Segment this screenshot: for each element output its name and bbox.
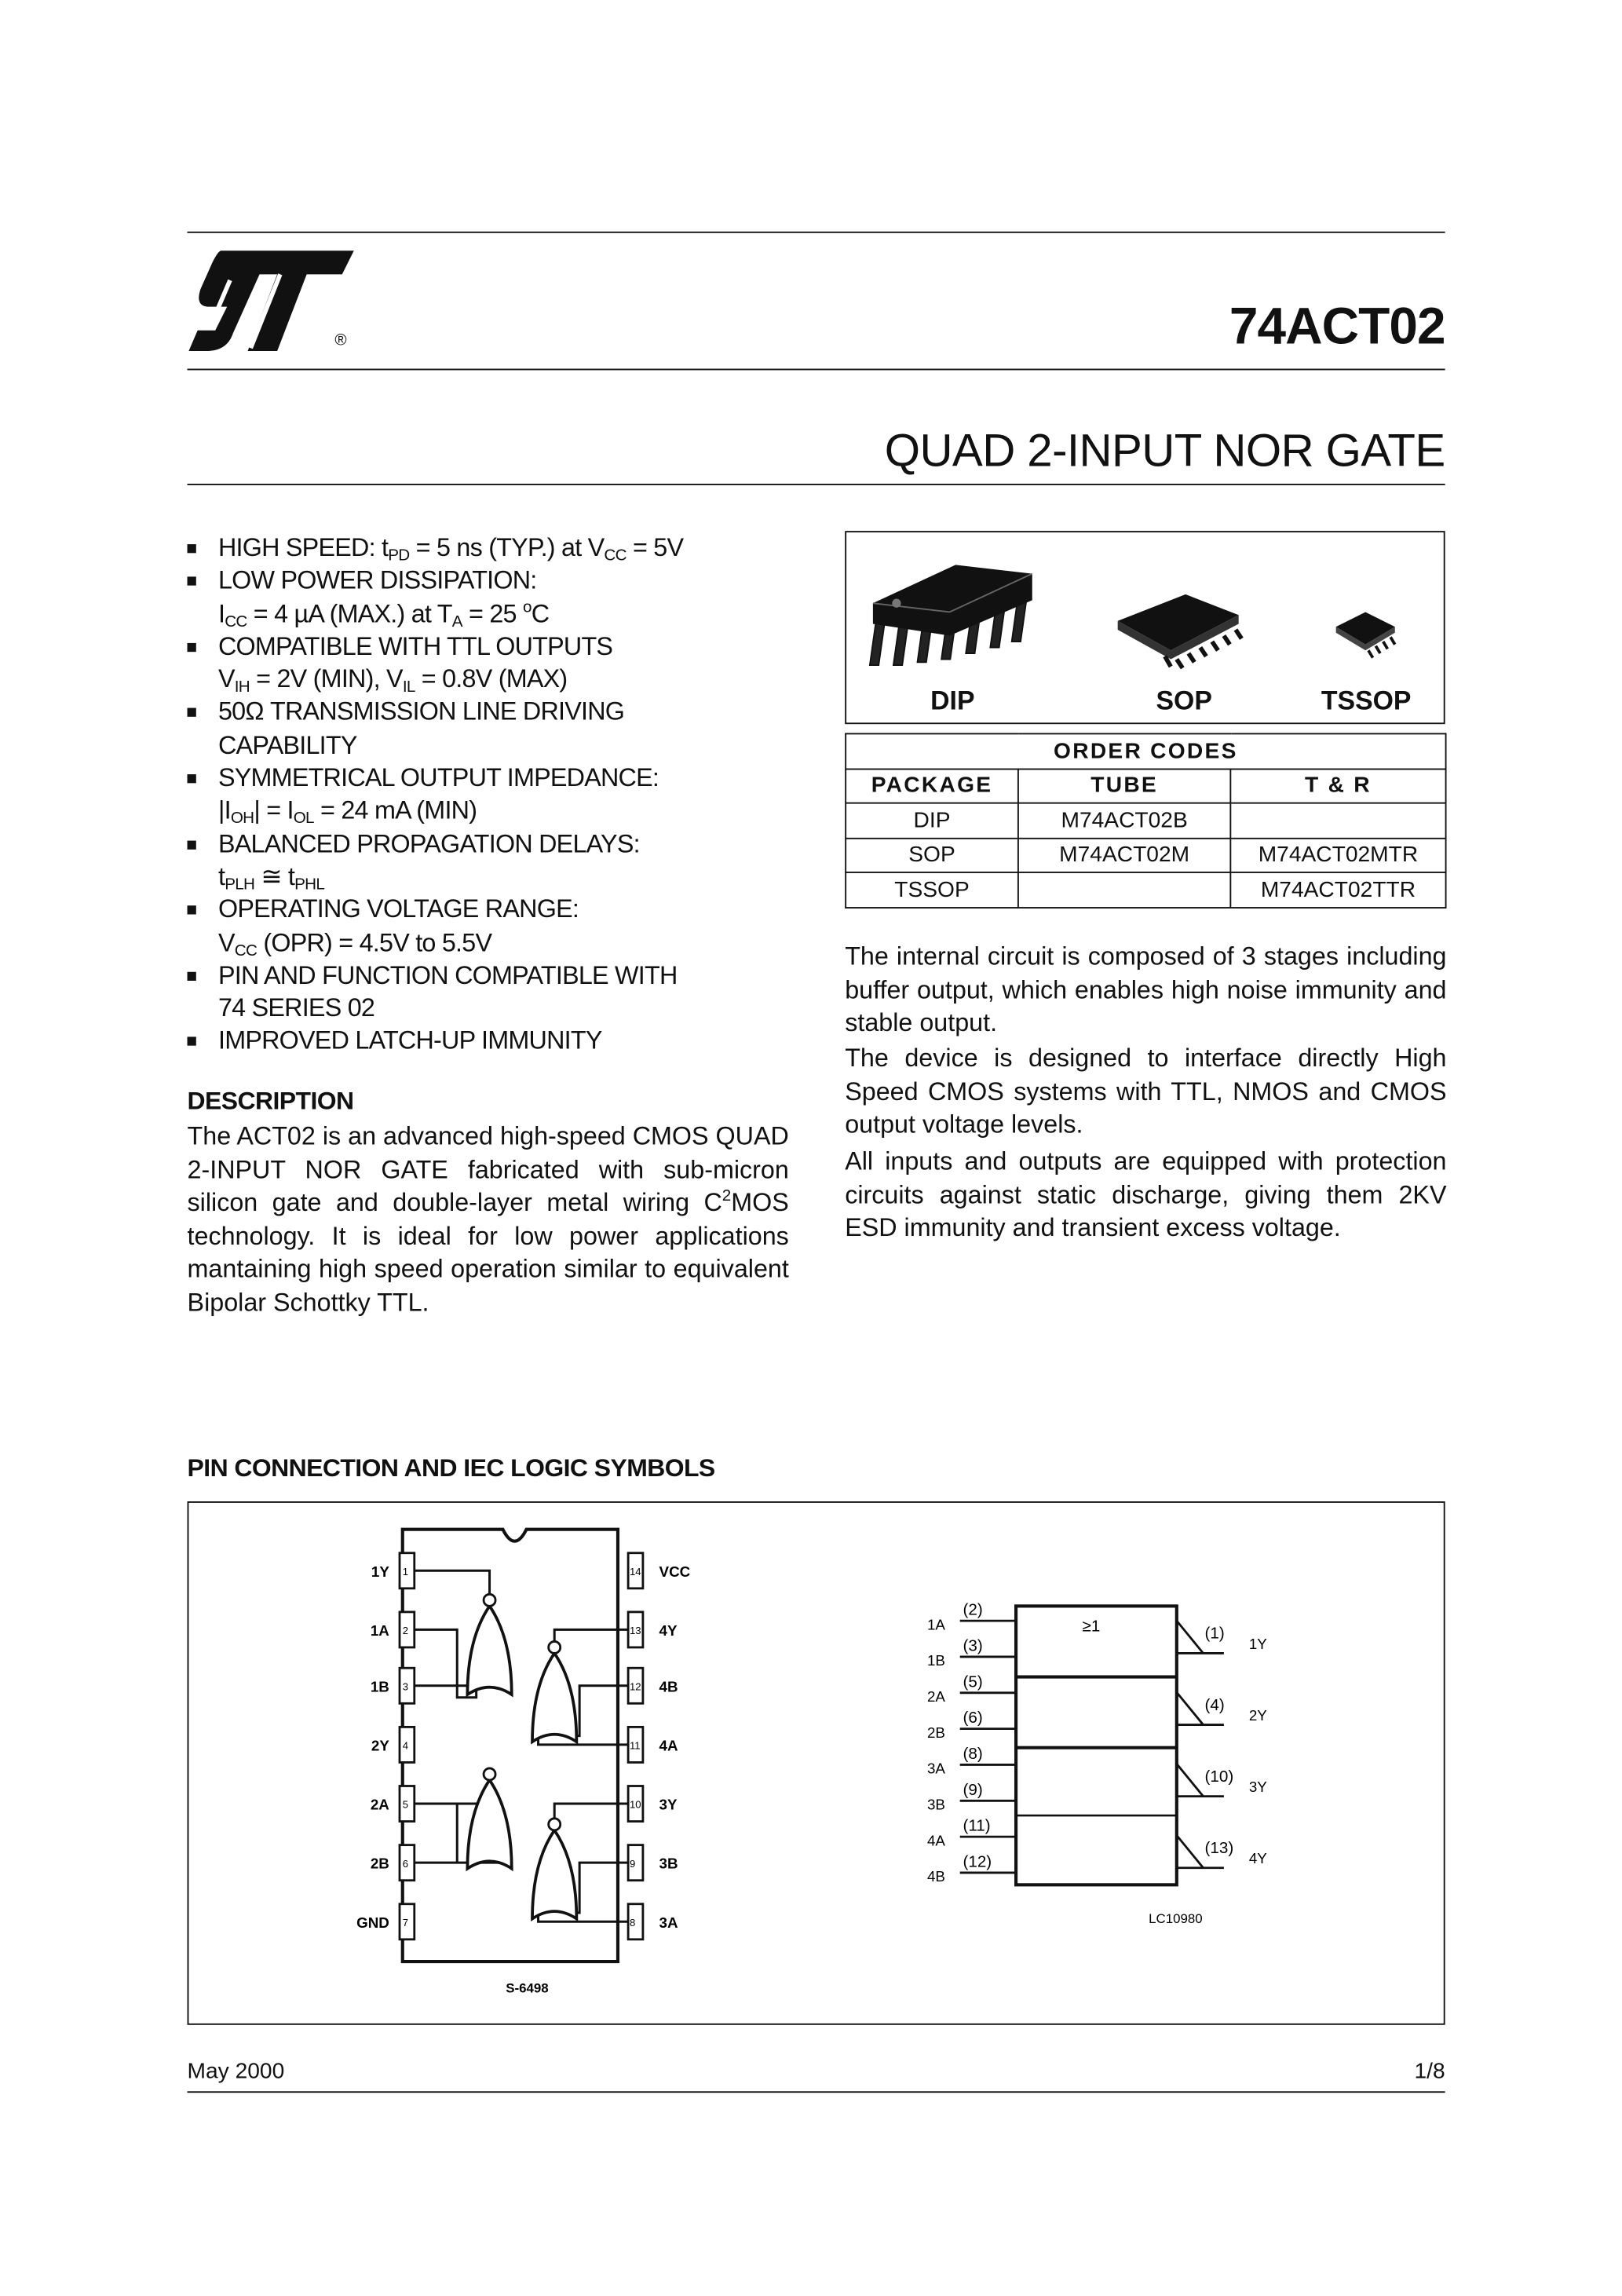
feature-item-line — [188, 663, 807, 696]
pin-number: 13 — [629, 1625, 641, 1637]
feature-item-line — [188, 564, 807, 597]
feature-text: PHL — [294, 876, 325, 894]
part-number: 74ACT02 — [1229, 298, 1445, 356]
pin-name: GND — [356, 1914, 389, 1931]
registered-mark: ® — [334, 331, 347, 350]
feature-list — [188, 531, 807, 1057]
pin-name: 3A — [659, 1914, 678, 1931]
feature-text: I — [217, 598, 225, 628]
description-heading: DESCRIPTION — [187, 1087, 354, 1115]
order-codes-table — [845, 733, 1446, 908]
nor-gate-icon — [467, 1594, 511, 1695]
feature-item-line — [188, 728, 807, 761]
package-label-tssop: TSSOP — [1321, 686, 1412, 715]
pin-number: 4 — [402, 1739, 409, 1752]
pin-number: 11 — [629, 1739, 641, 1752]
feature-text: IH — [234, 678, 250, 696]
feature-text: = 24 mA (MIN) — [313, 795, 477, 825]
pin-name: 4A — [659, 1737, 678, 1754]
top-rule — [188, 232, 1445, 233]
cell-tube: M74ACT02M — [1018, 838, 1230, 872]
input-name: 2A — [926, 1688, 945, 1706]
input-pin-number: (9) — [963, 1780, 983, 1799]
feature-text: PIN AND FUNCTION COMPATIBLE WITH — [217, 960, 678, 990]
feature-text: CC — [225, 612, 247, 631]
description-text: MOS technology. It is ideal for low power applications mantaining high speed operation similar to equivalent Bipolar Schottky TTL. — [187, 1186, 789, 1317]
nor-gate-icon — [532, 1641, 576, 1742]
input-pin-number: (12) — [963, 1852, 992, 1871]
table-row — [846, 838, 1445, 872]
bullet-icon — [188, 643, 196, 652]
input-name: 2B — [926, 1724, 945, 1741]
pin-number: 6 — [402, 1857, 409, 1870]
input-pin-number: (5) — [963, 1673, 983, 1691]
cell-tube — [1018, 872, 1230, 907]
pin-name: VCC — [659, 1563, 691, 1580]
pin-name: 2B — [370, 1855, 389, 1872]
feature-text: CAPABILITY — [217, 729, 357, 759]
bullet-icon — [188, 544, 196, 553]
feature-text: BALANCED PROPAGATION DELAYS: — [217, 828, 640, 858]
column-header: TUBE — [1018, 769, 1230, 803]
feature-text: IMPROVED LATCH-UP IMMUNITY — [217, 1026, 602, 1055]
pin-name: 1A — [370, 1621, 389, 1639]
input-name: 1A — [926, 1616, 945, 1633]
feature-text: t — [217, 861, 225, 891]
feature-text: = 0.8V (MAX) — [415, 664, 568, 694]
cell-tr — [1230, 803, 1445, 838]
pin-name: 1B — [370, 1678, 389, 1695]
cell-package: TSSOP — [846, 872, 1018, 907]
feature-item-line — [188, 630, 807, 663]
input-pin-number: (11) — [963, 1816, 991, 1835]
output-name: 1Y — [1248, 1635, 1267, 1652]
iec-block — [1016, 1606, 1177, 1885]
cell-package: DIP — [846, 803, 1018, 838]
input-name: 3B — [926, 1796, 945, 1813]
feature-item-line — [188, 893, 807, 926]
diagram-canvas — [188, 1503, 1443, 2024]
protection-paragraph: All inputs and outputs are equipped with protection circuits against static discharge, giving them 2KV ESD immunity and transient excess voltage. — [845, 1146, 1447, 1242]
feature-item-line — [188, 827, 807, 860]
output-name: 3Y — [1248, 1779, 1267, 1796]
feature-text: OL — [293, 810, 314, 828]
bullet-icon — [188, 577, 196, 586]
pin-connection-diagram — [188, 1501, 1445, 2025]
pin-number: 7 — [402, 1916, 409, 1929]
pin-number: 1 — [402, 1565, 409, 1578]
package-label-dip: DIP — [930, 686, 975, 715]
feature-text: 50Ω TRANSMISSION LINE DRIVING — [217, 696, 625, 726]
feature-text: A — [451, 612, 462, 631]
feature-text: OH — [230, 810, 254, 828]
feature-text: LOW POWER DISSIPATION: — [217, 565, 537, 595]
circuit-paragraph: The internal circuit is composed of 3 stages including buffer output, which enables high noise immunity and stable output. — [845, 941, 1447, 1037]
feature-item-line — [188, 991, 807, 1024]
feature-text: ≅ t — [254, 861, 295, 891]
input-name: 3A — [926, 1760, 945, 1777]
bullet-icon — [188, 1037, 196, 1046]
feature-text: V — [217, 927, 235, 957]
bullet-icon — [188, 708, 196, 717]
feature-text: CC — [234, 941, 258, 960]
document-subtitle: QUAD 2-INPUT NOR GATE — [884, 424, 1445, 477]
feature-text: COMPATIBLE WITH TTL OUTPUTS — [217, 631, 613, 661]
pin-number: 3 — [402, 1680, 409, 1693]
pin-name: 4B — [659, 1678, 678, 1695]
feature-text: OPERATING VOLTAGE RANGE: — [217, 894, 579, 924]
table-row — [846, 803, 1445, 838]
nor-gate-icon — [532, 1819, 576, 1919]
feature-text: = 25 — [462, 598, 523, 628]
description-text: The ACT02 is an advanced high-speed CMOS QUAD 2-INPUT NOR GATE fabricated with sub-micron silicon gate and double-layer metal wiring C — [187, 1121, 789, 1217]
nor-gate-icon — [467, 1768, 511, 1869]
footer-rule — [188, 2091, 1445, 2093]
feature-item-line — [188, 959, 807, 992]
feature-text: o — [522, 598, 532, 616]
package-images-box — [845, 531, 1445, 724]
superscript: 2 — [721, 1186, 732, 1205]
feature-item-line — [188, 761, 807, 794]
output-name: 2Y — [1248, 1706, 1267, 1724]
column-header: PACKAGE — [846, 769, 1018, 803]
pin-name: 3B — [659, 1855, 678, 1872]
bullet-icon — [188, 971, 196, 980]
feature-text: = 2V (MIN), V — [249, 664, 403, 694]
pin-number: 14 — [629, 1565, 641, 1578]
feature-text: 74 SERIES 02 — [217, 993, 375, 1022]
input-pin-number: (2) — [963, 1600, 983, 1619]
bullet-icon — [188, 774, 196, 783]
output-pin-number: (13) — [1204, 1838, 1234, 1857]
cell-tr: M74ACT02TTR — [1230, 872, 1445, 907]
output-pin-number: (1) — [1204, 1624, 1225, 1643]
input-name: 1B — [926, 1652, 945, 1669]
feature-text: |I — [217, 795, 231, 825]
input-pin-number: (8) — [963, 1744, 983, 1763]
feature-item-line — [188, 696, 807, 729]
header-rule — [188, 369, 1445, 371]
output-pin-number: (10) — [1204, 1767, 1234, 1786]
page-number: 1/8 — [1414, 2058, 1445, 2084]
feature-text: = 4 µA (MAX.) at T — [247, 598, 452, 628]
bullet-icon — [188, 906, 196, 915]
feature-text: V — [217, 664, 235, 694]
pin-number: 10 — [629, 1798, 641, 1811]
pin-name: 1Y — [371, 1563, 389, 1580]
footer-date: May 2000 — [187, 2058, 285, 2084]
interface-paragraph: The device is designed to interface directly High Speed CMOS systems with TTL, NMOS and CMOS output voltage levels. — [845, 1042, 1447, 1139]
feature-item-line — [188, 860, 807, 893]
subtitle-rule — [188, 484, 1445, 485]
column-header: T & R — [1230, 769, 1445, 803]
description-paragraph — [188, 1120, 789, 1319]
pin-number: 8 — [629, 1916, 636, 1929]
input-pin-number: (3) — [963, 1636, 983, 1655]
pin-connection-heading: PIN CONNECTION AND IEC LOGIC SYMBOLS — [187, 1453, 715, 1483]
feature-text: | = I — [254, 795, 294, 825]
cell-tr: M74ACT02MTR — [1230, 838, 1445, 872]
package-label-sop: SOP — [1156, 686, 1212, 715]
feature-item-line — [188, 1024, 807, 1057]
cell-package: SOP — [846, 838, 1018, 872]
input-name: 4A — [926, 1832, 945, 1849]
pin-name: 4Y — [659, 1621, 678, 1639]
feature-text: SYMMETRICAL OUTPUT IMPEDANCE: — [217, 762, 659, 792]
pin-number: 12 — [629, 1680, 641, 1693]
tssop-package-image — [1330, 606, 1401, 665]
input-pin-number: (6) — [963, 1709, 983, 1727]
feature-text: HIGH SPEED: t — [217, 532, 389, 562]
pin-number: 9 — [629, 1857, 636, 1870]
pin-number: 5 — [402, 1798, 409, 1811]
feature-text: PD — [388, 547, 410, 565]
iec-symbol: ≥1 — [1082, 1617, 1101, 1636]
output-name: 4Y — [1248, 1850, 1267, 1867]
dip-drawing-code: S-6498 — [506, 1980, 549, 1996]
order-codes-title: ORDER CODES — [846, 733, 1445, 768]
input-name: 4B — [926, 1868, 945, 1885]
bullet-icon — [188, 840, 196, 849]
sop-package-image — [1112, 591, 1244, 672]
feature-text: = 5 ns (TYP.) at V — [409, 532, 605, 562]
feature-item-line — [188, 531, 807, 564]
cell-tube: M74ACT02B — [1018, 803, 1230, 838]
feature-text: = 5V — [626, 532, 684, 562]
feature-text: C — [531, 598, 550, 628]
iec-drawing-code: LC10980 — [1149, 1911, 1203, 1927]
output-pin-number: (4) — [1204, 1695, 1225, 1714]
pin-number: 2 — [402, 1625, 409, 1637]
feature-item-line — [188, 926, 807, 959]
pin-name: 3Y — [659, 1796, 678, 1813]
feature-item-line — [188, 794, 807, 827]
dip-package-image — [867, 559, 1036, 677]
pin-name: 2A — [370, 1796, 389, 1813]
pin-name: 2Y — [371, 1737, 389, 1754]
feature-text: IL — [402, 678, 415, 696]
feature-item-line — [188, 597, 807, 630]
table-row — [846, 872, 1445, 907]
feature-text: PLH — [225, 876, 255, 894]
feature-text: (OPR) = 4.5V to 5.5V — [257, 927, 492, 957]
feature-text: CC — [604, 547, 627, 565]
